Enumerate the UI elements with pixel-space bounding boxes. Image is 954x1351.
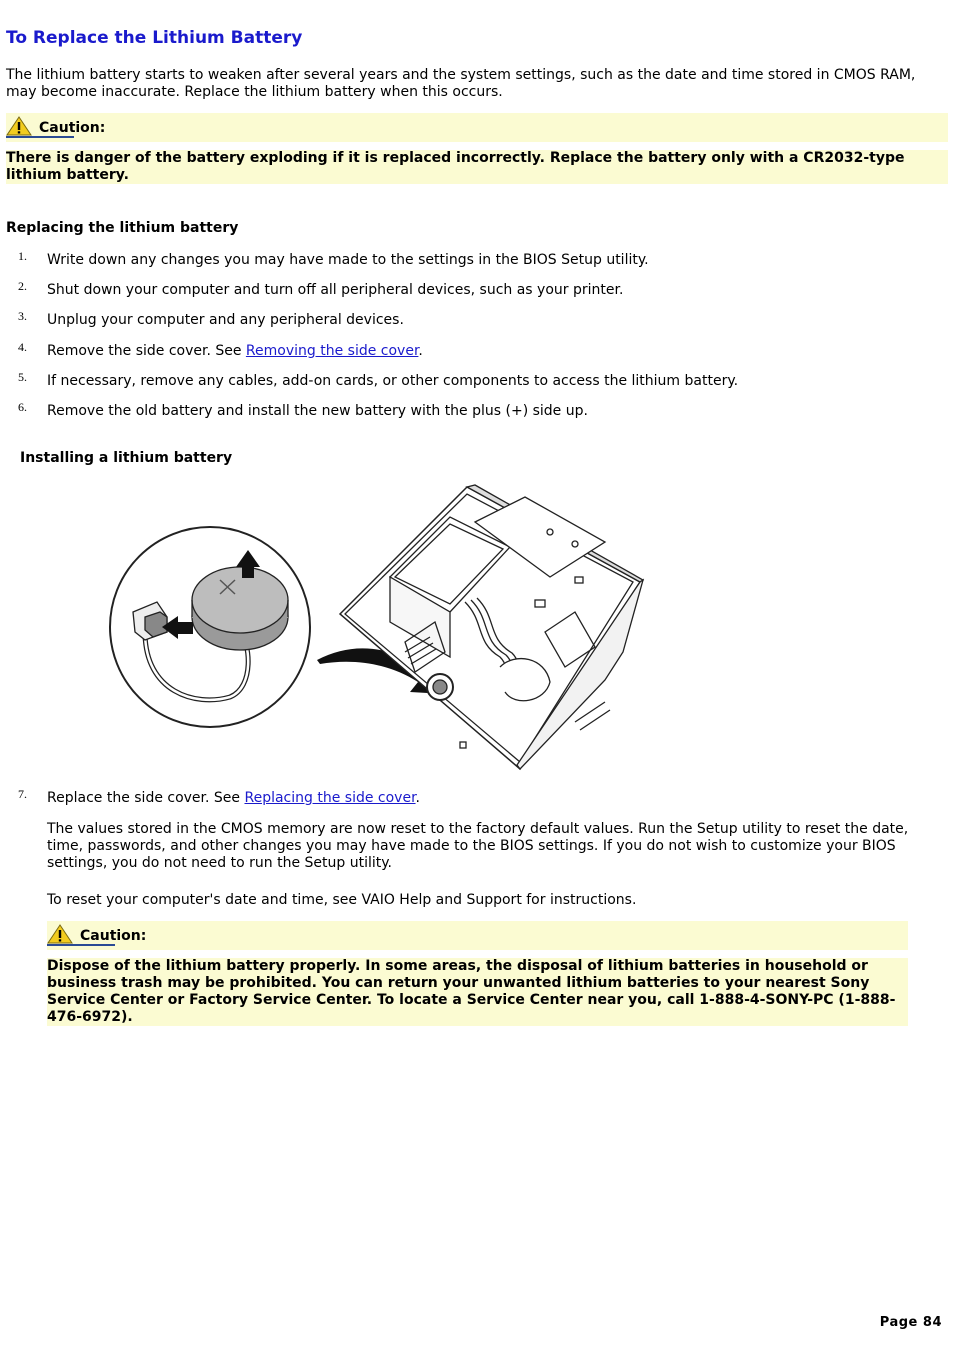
step-item (0, 309, 940, 332)
step-text: If necessary, remove any cables, add-on cards, or other components to access the lithium battery. (47, 373, 739, 389)
step-text: Shut down your computer and turn off all peripheral devices, such as your printer. (47, 282, 624, 298)
caution-text: Dispose of the lithium battery properly. In some areas, the disposal of lithium batteries in household or business trash may be prohibited. You can return your unwanted lithium batteries to your nearest Sony Service Center or Factory Service Center. To locate a Service Center near you, call 1-888-4-SONY-PC (1-888-476-6972). (47, 958, 908, 1026)
caution-underline (47, 944, 115, 946)
caution-underline (6, 136, 74, 138)
caution-text: There is danger of the battery exploding if it is replaced incorrectly. Replace the battery only with a CR2032-type lithium battery. (6, 150, 948, 184)
cmos-reset-paragraph: The values stored in the CMOS memory are now reset to the factory default values. Run the Setup utility to reset the date, time, passwords, and other changes you may have made to the BIOS settings. If you do not wish to customize your BIOS settings, you do not need to run the Setup utility. (47, 821, 909, 871)
step-item (0, 370, 940, 393)
caution-label: Caution: (39, 120, 106, 136)
battery-installation-illustration (105, 482, 645, 772)
step-number: 7. (18, 787, 27, 801)
step-text (47, 790, 420, 806)
page-number: Page 84 (879, 1315, 942, 1330)
figure-caption: Installing a lithium battery (20, 450, 233, 466)
step-text-tail: . (415, 790, 420, 806)
step-item (0, 279, 940, 302)
step-number: 1. (18, 249, 27, 263)
caution-header (6, 113, 948, 142)
step-item (0, 787, 940, 810)
step-text-lead: Replace the side cover. See (47, 790, 245, 806)
caution-label: Caution: (80, 928, 147, 944)
replacing-side-cover-link[interactable]: Replacing the side cover (244, 790, 416, 806)
step-number: 6. (18, 400, 27, 414)
step-text: Write down any changes you may have made to the settings in the BIOS Setup utility. (47, 252, 649, 268)
step-text: Remove the old battery and install the new battery with the plus (+) side up. (47, 403, 588, 419)
procedure-heading: Replacing the lithium battery (6, 220, 239, 236)
removing-side-cover-link[interactable]: Removing the side cover (245, 343, 419, 359)
step-text (47, 343, 423, 359)
step-text-lead: Remove the side cover. See (47, 343, 246, 359)
step-text-tail: . (418, 343, 423, 359)
step-item (0, 249, 940, 272)
step-item (0, 400, 940, 423)
step-number: 2. (18, 279, 27, 293)
step-number: 4. (18, 340, 27, 354)
step-number: 5. (18, 370, 27, 384)
caution-header (47, 921, 908, 950)
intro-paragraph: The lithium battery starts to weaken after several years and the system settings, such as the date and time stored in CMOS RAM, may become inaccurate. Replace the lithium battery when this occurs. (6, 67, 916, 100)
page-title: To Replace the Lithium Battery (6, 28, 303, 48)
step-number: 3. (18, 309, 27, 323)
reset-date-time-note: To reset your computer's date and time, see VAIO Help and Support for instructions. (47, 892, 637, 908)
step-item (0, 340, 940, 363)
step-text: Unplug your computer and any peripheral devices. (47, 312, 404, 328)
